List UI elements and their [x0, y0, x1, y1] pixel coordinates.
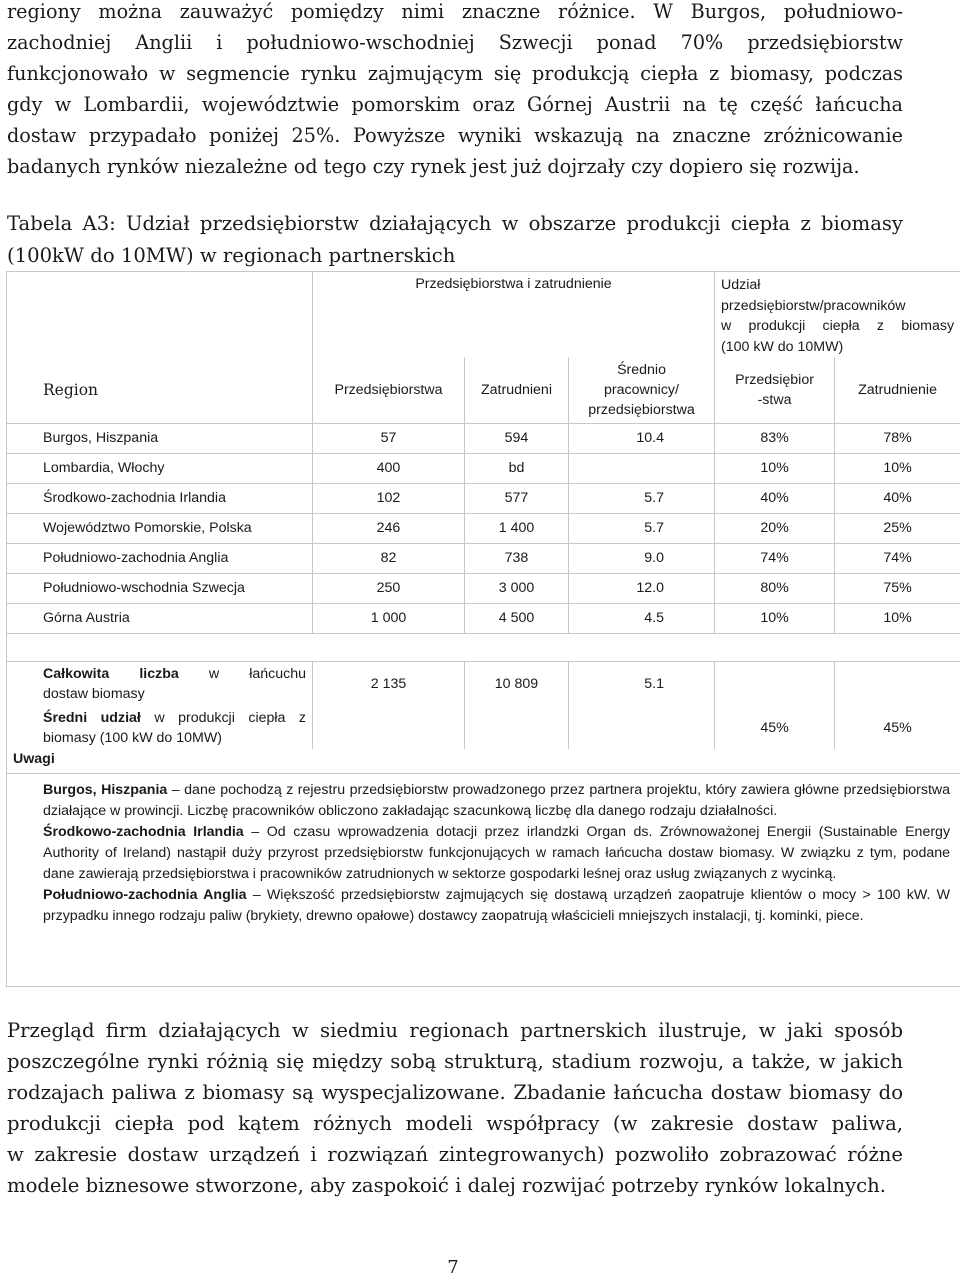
cell-region: Środkowo-zachodnia Irlandia: [7, 483, 313, 513]
closing-line: rodzajach paliwa z biomasy są wyspecjalizowane. Zbadanie łańcucha dostaw biomasy do: [7, 1081, 903, 1104]
note-region: Środkowo-zachodnia Irlandia: [43, 823, 244, 840]
intro-line: funkcjonowało w segmencie rynku zajmującym się produkcją ciepła z biomasy, podczas: [7, 62, 903, 85]
group-header-enterprises-employment: Przedsiębiorstwa i zatrudnienie: [313, 272, 715, 358]
intro-line: badanych rynków niezależne od tego czy rynek jest już dojrzały czy dopiero się rozwija.: [7, 155, 860, 178]
cell-share-emp: 10%: [835, 603, 960, 633]
summary-share-emp: 45%: [835, 707, 960, 749]
cell-enterprises: 1 000: [313, 603, 465, 633]
cell-share-emp: 75%: [835, 573, 960, 603]
cell-share-ent: 83%: [715, 423, 835, 453]
note-text: – Większość przedsiębiorstw zajmujących się dostawą urządzeń zaopatruje klientów o mocy > 100 kW. W przypadku innego rodzaju paliw (brykiety, drewno opałowe) dostawcy zaopatrują właścicieli mniejszych instalacji, tj. kominki, piece.: [43, 886, 951, 924]
closing-paragraph: [7, 1015, 903, 1201]
page-number: 7: [447, 1257, 459, 1278]
cell-avg: 12.0: [569, 573, 715, 603]
summary-empty: [715, 661, 835, 707]
summary-empty: [465, 707, 569, 749]
intro-line: regiony można zauważyć pomiędzy nimi znaczne różnice. W Burgos, południowo-: [7, 0, 903, 23]
cell-employees: 1 400: [465, 513, 569, 543]
closing-line: poszczególne rynki różnią się między sobą strukturą, stadium rozwoju, a także, w jakich: [7, 1050, 903, 1073]
cell-region: Południowo-zachodnia Anglia: [7, 543, 313, 573]
col-header-share-employment: Zatrudnienie: [835, 357, 960, 423]
summary-total-label: [7, 661, 313, 707]
group-header-share: [715, 272, 960, 358]
notes-cell: [7, 773, 960, 987]
table-row: [7, 573, 960, 603]
cell-share-emp: 74%: [835, 543, 960, 573]
summary-total-label-line: [43, 664, 306, 684]
share-header-line: Udział: [721, 277, 761, 293]
cell-share-emp: 25%: [835, 513, 960, 543]
table-row: [7, 423, 960, 453]
cell-employees: 4 500: [465, 603, 569, 633]
cell-region: Województwo Pomorskie, Polska: [7, 513, 313, 543]
summary-share-label-line: biomasy (100 kW do 10MW): [43, 730, 222, 746]
table-row: [7, 483, 960, 513]
summary-empty: [835, 661, 960, 707]
note-text: – dane pochodzą z rejestru przedsiębiorstw prowadzonego przez partnera projektu, który zawiera główne przedsiębiorstwa działające w prowincji. Liczbę pracowników obliczono zakładając szacunkową liczbę dla danego rodzaju działalności.: [43, 781, 951, 819]
cell-employees: 3 000: [465, 573, 569, 603]
note-item: [43, 822, 950, 885]
cell-share-emp: 10%: [835, 453, 960, 483]
intro-paragraph: [7, 0, 903, 182]
notes-row: [7, 773, 960, 987]
caption-line: Tabela A3: Udział przedsiębiorstw działających w obszarze produkcji ciepła z biomasy: [7, 212, 903, 235]
summary-total-enterprises: 2 135: [313, 661, 465, 707]
spacer-row: [7, 633, 960, 661]
summary-share-row: [7, 707, 960, 749]
cell-enterprises: 82: [313, 543, 465, 573]
col-header-avg: [569, 357, 715, 423]
cell-avg: 10.4: [569, 423, 715, 453]
cell-enterprises: 102: [313, 483, 465, 513]
summary-total-row: [7, 661, 960, 707]
closing-line: w zakresie dostaw urządzeń i rozwiązań zintegrowanych) pozwoliło zobrazować różne: [7, 1143, 903, 1166]
cell-avg: 4.5: [569, 603, 715, 633]
cell-employees: 738: [465, 543, 569, 573]
note-item: [43, 885, 950, 927]
cell-share-emp: 78%: [835, 423, 960, 453]
cell-share-ent: 20%: [715, 513, 835, 543]
cell-share-ent: 80%: [715, 573, 835, 603]
notes-label-row: [7, 749, 960, 773]
col-header-region: Region: [7, 357, 313, 423]
table-row: [7, 543, 960, 573]
caption-line: (100kW do 10MW) w regionach partnerskich: [7, 244, 456, 267]
table-caption: [7, 208, 903, 272]
summary-total-rest: w łańcuchu: [208, 666, 306, 683]
cell-avg: [569, 453, 715, 483]
intro-line: gdy w Lombardii, województwie pomorskim oraz Górnej Austrii na tę część łańcucha: [7, 93, 903, 116]
share-ent-header-line: -stwa: [757, 391, 792, 408]
cell-share-ent: 40%: [715, 483, 835, 513]
intro-line: dostaw przypadało poniżej 25%. Powyższe wyniki wskazują na znaczne zróżnicowanie: [7, 124, 903, 147]
cell-enterprises: 57: [313, 423, 465, 453]
summary-total-label-line: dostaw biomasy: [43, 686, 145, 703]
avg-header-line: przedsiębiorstwa: [588, 401, 695, 418]
cell-region: Górna Austria: [7, 603, 313, 633]
cell-region: Lombardia, Włochy: [7, 453, 313, 483]
share-header-line: (100 kW do 10MW): [721, 338, 844, 355]
share-header-line: w produkcji ciepła z biomasy: [721, 318, 955, 334]
cell-share-ent: 10%: [715, 603, 835, 633]
table-row: [7, 453, 960, 483]
summary-empty: [569, 707, 715, 749]
cell-region: Burgos, Hiszpania: [7, 423, 313, 453]
summary-total-avg: 5.1: [569, 661, 715, 707]
cell-employees: 577: [465, 483, 569, 513]
summary-total-bold: Całkowita liczba: [43, 666, 179, 683]
col-header-enterprises: Przedsiębiorstwa: [313, 357, 465, 423]
avg-header-line: Średnio: [617, 361, 666, 378]
table-row: [7, 513, 960, 543]
avg-header-line: pracownicy/: [604, 381, 679, 398]
table-row: [7, 603, 960, 633]
cell-share-ent: 74%: [715, 543, 835, 573]
share-header-line: przedsiębiorstw/pracowników: [721, 297, 906, 314]
summary-share-label: [7, 707, 313, 749]
cell-enterprises: 400: [313, 453, 465, 483]
closing-line: Przegląd firm działających w siedmiu regionach partnerskich ilustruje, w jaki sposób: [7, 1019, 903, 1042]
note-text: – Od czasu wprowadzenia dotacji przez irlandzki Organ ds. Zrównoważonej Energii (Sustainable Energy Authority of Ireland) nastąpił duży przyrost przedsiębiorstw funkcjonujących w ramach łańcucha dostaw biomasy. W związku z tym, podane dane zawierają przedsiębiorstwa i pracowników zatrudnionych w sektorze gospodarki leśnej oraz usług związanych z wycinką.: [43, 823, 951, 882]
summary-share-label-line: [43, 708, 306, 728]
cell-enterprises: 250: [313, 573, 465, 603]
col-header-share-enterprises: [715, 357, 835, 423]
intro-line: zachodniej Anglii i południowo-wschodniej Szwecji ponad 70% przedsiębiorstw: [7, 31, 903, 54]
cell-employees: bd: [465, 453, 569, 483]
cell-region: Południowo-wschodnia Szwecja: [7, 573, 313, 603]
share-ent-header-line: Przedsiębior: [735, 371, 814, 388]
col-header-employees: Zatrudnieni: [465, 357, 569, 423]
cell-employees: 594: [465, 423, 569, 453]
closing-line: modele biznesowe stworzone, aby zaspokoić i dalej rozwijać potrzeby rynków lokalnych.: [7, 1174, 886, 1197]
cell-avg: 9.0: [569, 543, 715, 573]
cell-avg: 5.7: [569, 483, 715, 513]
note-region: Południowo-zachodnia Anglia: [43, 886, 247, 903]
notes-label: Uwagi: [7, 749, 960, 773]
cell-avg: 5.7: [569, 513, 715, 543]
cell-enterprises: 246: [313, 513, 465, 543]
summary-share-ent: 45%: [715, 707, 835, 749]
header-empty-region: [7, 272, 313, 358]
summary-share-bold: Średni udział: [43, 710, 141, 726]
cell-share-ent: 10%: [715, 453, 835, 483]
note-item: [43, 780, 950, 822]
cell-share-emp: 40%: [835, 483, 960, 513]
spacer-cell: [7, 633, 960, 661]
closing-line: produkcji ciepła pod kątem różnych modeli współpracy (w zakresie dostaw paliwa,: [7, 1112, 903, 1135]
biomass-table: [6, 271, 960, 987]
summary-empty: [313, 707, 465, 749]
note-region: Burgos, Hiszpania: [43, 781, 168, 798]
summary-total-employees: 10 809: [465, 661, 569, 707]
summary-share-rest: w produkcji ciepła z: [154, 710, 306, 726]
